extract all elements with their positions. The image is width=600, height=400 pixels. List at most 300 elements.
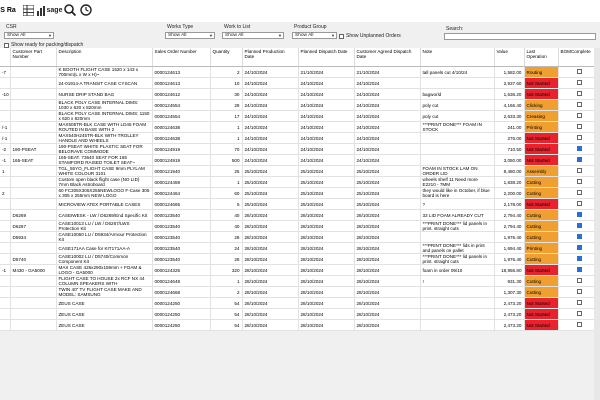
- planned-dispatch-date-cell[interactable]: 25/10/2024: [298, 177, 354, 188]
- quantity-cell[interactable]: 320: [210, 265, 242, 276]
- bom-complete-checkbox[interactable]: [577, 212, 582, 217]
- bom-complete-checkbox[interactable]: [577, 102, 582, 107]
- customer-agreed-dispatch-date-cell[interactable]: 28/10/2024: [354, 320, 420, 331]
- value-cell[interactable]: 1,582.00: [494, 67, 524, 78]
- value-cell[interactable]: 2,794.40: [494, 221, 524, 232]
- planned-dispatch-date-cell[interactable]: 28/10/2024: [298, 298, 354, 309]
- quantity-cell[interactable]: 500: [210, 155, 242, 166]
- description-cell[interactable]: ZEUS CASE: [56, 298, 152, 309]
- description-cell[interactable]: TWIN 40" TV FLIGHT CASE MAKE AND MODEL: SAMSUNG: [56, 287, 152, 298]
- sales-order-cell[interactable]: 0000121940: [152, 166, 210, 177]
- planned-dispatch-date-cell[interactable]: 25/10/2024: [298, 199, 354, 210]
- customer-agreed-dispatch-date-cell[interactable]: 25/10/2024: [354, 166, 420, 177]
- customer-agreed-dispatch-date-cell[interactable]: 28/10/2024: [354, 254, 420, 265]
- unplanned-checkbox[interactable]: [339, 33, 401, 39]
- part-number-cell[interactable]: [10, 188, 56, 199]
- bom-complete-checkbox[interactable]: [577, 311, 582, 316]
- row-indicator-cell[interactable]: /-1: [0, 133, 10, 144]
- sales-order-cell[interactable]: 0000124665: [152, 199, 210, 210]
- planned-production-date-cell[interactable]: 28/10/2024: [242, 232, 298, 243]
- part-number-cell[interactable]: D6269: [10, 210, 56, 221]
- quantity-cell[interactable]: 1: [210, 133, 242, 144]
- planned-dispatch-date-cell[interactable]: 24/10/2024: [298, 122, 354, 133]
- row-indicator-cell[interactable]: [0, 210, 10, 221]
- part-number-cell[interactable]: D6267: [10, 221, 56, 232]
- planned-production-date-cell[interactable]: 24/10/2024: [242, 144, 298, 155]
- last-operation-cell[interactable]: Clicking: [524, 100, 558, 111]
- description-cell[interactable]: MAX540H245TR-BLK WITH TROLLEY HANDLE AND WHEELS: [56, 133, 152, 144]
- column-header[interactable]: Quantity: [210, 48, 242, 67]
- column-header[interactable]: Description: [56, 48, 152, 67]
- csr-select[interactable]: [4, 32, 54, 39]
- works-type-select[interactable]: [165, 32, 215, 39]
- bom-complete-checkbox[interactable]: [577, 80, 582, 85]
- note-cell[interactable]: [420, 287, 494, 298]
- last-operation-cell[interactable]: Printing: [524, 122, 558, 133]
- planned-dispatch-date-cell[interactable]: 24/10/2024: [298, 144, 354, 155]
- sales-order-cell[interactable]: 0000124250: [152, 298, 210, 309]
- description-cell[interactable]: CASE10002 LU / D5740/Common Component Kit: [56, 254, 152, 265]
- quantity-cell[interactable]: 40: [210, 221, 242, 232]
- column-header[interactable]: Planned Production Date: [242, 48, 298, 67]
- last-operation-cell[interactable]: Cutting: [524, 210, 558, 221]
- last-operation-cell[interactable]: Not Started: [524, 89, 558, 100]
- part-number-cell[interactable]: [10, 67, 56, 78]
- note-cell[interactable]: [420, 232, 494, 243]
- planned-production-date-cell[interactable]: 28/10/2024: [242, 265, 298, 276]
- bom-complete-checkbox[interactable]: [577, 245, 582, 250]
- sales-order-cell[interactable]: 0000124554: [152, 100, 210, 111]
- note-cell[interactable]: [420, 78, 494, 89]
- column-header[interactable]: Note: [420, 48, 494, 67]
- description-cell[interactable]: ZEUS CASE: [56, 320, 152, 331]
- description-cell[interactable]: CASE171AA Case for KIT171AA-A: [56, 243, 152, 254]
- customer-agreed-dispatch-date-cell[interactable]: 28/10/2024: [354, 287, 420, 298]
- note-cell[interactable]: bagworld: [420, 89, 494, 100]
- quantity-cell[interactable]: 54: [210, 309, 242, 320]
- note-cell[interactable]: [420, 133, 494, 144]
- planned-dispatch-date-cell[interactable]: 28/10/2024: [298, 309, 354, 320]
- row-indicator-cell[interactable]: [0, 221, 10, 232]
- planned-production-date-cell[interactable]: 24/10/2024: [242, 133, 298, 144]
- value-cell[interactable]: 8,480.00: [494, 166, 524, 177]
- bom-complete-checkbox[interactable]: [577, 179, 582, 184]
- customer-agreed-dispatch-date-cell[interactable]: 28/10/2024: [354, 243, 420, 254]
- table-row[interactable]: [0, 320, 600, 331]
- row-indicator-cell[interactable]: [0, 276, 10, 287]
- quantity-cell[interactable]: 60: [210, 188, 242, 199]
- planned-dispatch-date-cell[interactable]: 28/10/2024: [298, 221, 354, 232]
- bom-complete-checkbox[interactable]: [577, 168, 582, 173]
- column-header[interactable]: BOMComplete: [558, 48, 600, 67]
- part-number-cell[interactable]: [10, 122, 56, 133]
- last-operation-cell[interactable]: Not Started: [524, 133, 558, 144]
- description-cell[interactable]: Custom open black flight case (NO LID) 7mm Black Astroboard: [56, 177, 152, 188]
- table-row[interactable]: [0, 221, 600, 232]
- last-operation-cell[interactable]: Routing: [524, 67, 558, 78]
- bom-complete-checkbox[interactable]: [577, 256, 582, 261]
- planned-production-date-cell[interactable]: 28/10/2024: [242, 254, 298, 265]
- description-cell[interactable]: MAX CASE 426x290x159mm + FOAM & LOGO - GA5000: [56, 265, 152, 276]
- planned-dispatch-date-cell[interactable]: 24/10/2024: [298, 133, 354, 144]
- note-cell[interactable]: ***PRINT DONE*** lid panels in print. straight cuts: [420, 221, 494, 232]
- quantity-cell[interactable]: 30: [210, 89, 242, 100]
- description-cell[interactable]: CASE10060 LU / D5934/Armour Protection Kit: [56, 232, 152, 243]
- table-row[interactable]: [0, 298, 600, 309]
- table-row[interactable]: [0, 100, 600, 111]
- planned-dispatch-date-cell[interactable]: 28/10/2024: [298, 287, 354, 298]
- bom-complete-checkbox[interactable]: [577, 289, 582, 294]
- row-indicator-cell[interactable]: -1: [0, 265, 10, 276]
- last-operation-cell[interactable]: Not Started: [524, 144, 558, 155]
- checkbox-box[interactable]: [339, 34, 344, 39]
- note-cell[interactable]: ***PRINT DONE*** FOAM IN STOCK: [420, 122, 494, 133]
- table-row[interactable]: [0, 276, 600, 287]
- part-number-cell[interactable]: [10, 133, 56, 144]
- column-header[interactable]: Last Operation: [524, 48, 558, 67]
- note-cell[interactable]: 33 LID FOAM ALREADY CUT: [420, 210, 494, 221]
- note-cell[interactable]: ***PRINT DONE*** lids in print and panels on pallet: [420, 243, 494, 254]
- last-operation-cell[interactable]: Cutting: [524, 287, 558, 298]
- row-indicator-cell[interactable]: [0, 177, 10, 188]
- sales-order-cell[interactable]: 0000124459: [152, 177, 210, 188]
- column-header[interactable]: Customer Part Number: [10, 48, 56, 67]
- checkbox-box[interactable]: [4, 43, 9, 48]
- planned-dispatch-date-cell[interactable]: 28/10/2024: [298, 276, 354, 287]
- part-number-cell[interactable]: [10, 243, 56, 254]
- sage-logo[interactable]: [47, 3, 62, 17]
- quantity-cell[interactable]: 1: [210, 122, 242, 133]
- note-cell[interactable]: they would like in October, if blue board is here: [420, 188, 494, 199]
- sales-order-cell[interactable]: 0000124325: [152, 265, 210, 276]
- search-icon[interactable]: [63, 3, 77, 17]
- bom-complete-checkbox[interactable]: [577, 146, 582, 151]
- part-number-cell[interactable]: [10, 177, 56, 188]
- note-cell[interactable]: ***PRINT DONE*** lid panels in print. straight cuts: [420, 254, 494, 265]
- sales-order-cell[interactable]: 0000124668: [152, 287, 210, 298]
- customer-agreed-dispatch-date-cell[interactable]: 24/10/2024: [354, 111, 420, 122]
- table-row[interactable]: [0, 309, 600, 320]
- value-cell[interactable]: 4,166.40: [494, 100, 524, 111]
- note-cell[interactable]: !: [420, 276, 494, 287]
- work-to-list-select[interactable]: [222, 32, 284, 39]
- note-cell[interactable]: ?: [420, 199, 494, 210]
- value-cell[interactable]: 2,794.40: [494, 210, 524, 221]
- planned-dispatch-date-cell[interactable]: 25/10/2024: [298, 166, 354, 177]
- grid-icon[interactable]: [20, 3, 36, 17]
- sales-order-cell[interactable]: 0000123540: [152, 254, 210, 265]
- sales-order-cell[interactable]: 0000124250: [152, 320, 210, 331]
- table-row[interactable]: [0, 144, 600, 155]
- planned-production-date-cell[interactable]: 25/10/2024: [242, 177, 298, 188]
- planned-production-date-cell[interactable]: 28/10/2024: [242, 221, 298, 232]
- table-row[interactable]: [0, 111, 600, 122]
- value-cell[interactable]: 1,307.30: [494, 287, 524, 298]
- last-operation-cell[interactable]: Cutting: [524, 254, 558, 265]
- row-indicator-cell[interactable]: [0, 199, 10, 210]
- vertical-scrollbar[interactable]: [594, 48, 600, 400]
- customer-agreed-dispatch-date-cell[interactable]: 24/10/2024: [354, 144, 420, 155]
- quantity-cell[interactable]: 1: [210, 177, 242, 188]
- planned-dispatch-date-cell[interactable]: 24/10/2024: [298, 89, 354, 100]
- note-cell[interactable]: [420, 298, 494, 309]
- row-indicator-cell[interactable]: [0, 309, 10, 320]
- value-cell[interactable]: 2,473.20: [494, 320, 524, 331]
- planned-dispatch-date-cell[interactable]: 24/10/2024: [298, 100, 354, 111]
- table-row[interactable]: [0, 287, 600, 298]
- planned-production-date-cell[interactable]: 24/10/2024: [242, 67, 298, 78]
- value-cell[interactable]: 1,694.40: [494, 243, 524, 254]
- description-cell[interactable]: CASE10013 LU / LW / D6267/LWS Protection Kit: [56, 221, 152, 232]
- search-input[interactable]: [444, 33, 596, 40]
- row-indicator-cell[interactable]: [0, 254, 10, 265]
- sales-order-cell[interactable]: 0000123540: [152, 232, 210, 243]
- table-row[interactable]: [0, 254, 600, 265]
- customer-agreed-dispatch-date-cell[interactable]: 28/10/2024: [354, 221, 420, 232]
- value-cell[interactable]: 1,838.20: [494, 177, 524, 188]
- planned-production-date-cell[interactable]: 25/10/2024: [242, 166, 298, 177]
- planned-production-date-cell[interactable]: 28/10/2024: [242, 287, 298, 298]
- part-number-cell[interactable]: [10, 78, 56, 89]
- row-indicator-cell[interactable]: [0, 100, 10, 111]
- note-cell[interactable]: [420, 155, 494, 166]
- table-row[interactable]: [0, 166, 600, 177]
- row-indicator-cell[interactable]: 1: [0, 166, 10, 177]
- description-cell[interactable]: 190-PSEAT WHITE PLASTIC SEAT FOR BELGRAVE COMMODE: [56, 144, 152, 155]
- customer-agreed-dispatch-date-cell[interactable]: 25/10/2024: [354, 188, 420, 199]
- bom-complete-checkbox[interactable]: [577, 91, 582, 96]
- bom-complete-checkbox[interactable]: [577, 113, 582, 118]
- table-row[interactable]: [0, 210, 600, 221]
- planned-production-date-cell[interactable]: 24/10/2024: [242, 111, 298, 122]
- planned-production-date-cell[interactable]: 25/10/2024: [242, 188, 298, 199]
- quantity-cell[interactable]: 28: [210, 100, 242, 111]
- part-number-cell[interactable]: [10, 166, 56, 177]
- part-number-cell[interactable]: [10, 100, 56, 111]
- column-header[interactable]: Value: [494, 48, 524, 67]
- customer-agreed-dispatch-date-cell[interactable]: 24/10/2024: [354, 89, 420, 100]
- part-number-cell[interactable]: D5740: [10, 254, 56, 265]
- customer-agreed-dispatch-date-cell[interactable]: 24/10/2024: [354, 155, 420, 166]
- quantity-cell[interactable]: 25: [210, 166, 242, 177]
- planned-production-date-cell[interactable]: 28/10/2024: [242, 210, 298, 221]
- part-number-cell[interactable]: [10, 199, 56, 210]
- quantity-cell[interactable]: 28: [210, 254, 242, 265]
- description-cell[interactable]: BLACK POLY CASE INTERNAL DIMS: 1030 x 620 x 820mm: [56, 100, 152, 111]
- customer-agreed-dispatch-date-cell[interactable]: 28/10/2024: [354, 265, 420, 276]
- description-cell[interactable]: 165-SEAT. 73640 SEAT FOR 165 STAMFORD RAISED TOILET SEAT~: [56, 155, 152, 166]
- note-cell[interactable]: FOAM IN STOCK LAM ON ORDER LID: [420, 166, 494, 177]
- last-operation-cell[interactable]: Not Started: [524, 199, 558, 210]
- bom-complete-checkbox[interactable]: [577, 267, 582, 272]
- quantity-cell[interactable]: 54: [210, 320, 242, 331]
- last-operation-cell[interactable]: Cutting: [524, 276, 558, 287]
- planned-dispatch-date-cell[interactable]: 24/10/2024: [298, 78, 354, 89]
- value-cell[interactable]: 276.00: [494, 133, 524, 144]
- bom-complete-checkbox[interactable]: [577, 234, 582, 239]
- customer-agreed-dispatch-date-cell[interactable]: 28/10/2024: [354, 232, 420, 243]
- customer-agreed-dispatch-date-cell[interactable]: 28/10/2024: [354, 298, 420, 309]
- customer-agreed-dispatch-date-cell[interactable]: 24/10/2024: [354, 133, 420, 144]
- planned-dispatch-date-cell[interactable]: 28/10/2024: [298, 254, 354, 265]
- last-operation-cell[interactable]: Not Started: [524, 320, 558, 331]
- last-operation-cell[interactable]: Cutting: [524, 232, 558, 243]
- bom-complete-checkbox[interactable]: [577, 223, 582, 228]
- bom-complete-checkbox[interactable]: [577, 135, 582, 140]
- quantity-cell[interactable]: 70: [210, 144, 242, 155]
- planned-dispatch-date-cell[interactable]: 25/10/2024: [298, 188, 354, 199]
- note-cell[interactable]: [420, 309, 494, 320]
- customer-agreed-dispatch-date-cell[interactable]: 21/10/2024: [354, 67, 420, 78]
- description-cell[interactable]: ZEUS CASE: [56, 309, 152, 320]
- row-indicator-cell[interactable]: 2: [0, 188, 10, 199]
- bom-complete-checkbox[interactable]: [577, 300, 582, 305]
- table-row[interactable]: [0, 122, 600, 133]
- table-row[interactable]: [0, 177, 600, 188]
- description-cell[interactable]: NURSE DRIP STAND BAG: [56, 89, 152, 100]
- last-operation-cell[interactable]: Not Started: [524, 155, 558, 166]
- note-cell[interactable]: foam in order 09/10: [420, 265, 494, 276]
- value-cell[interactable]: 2,937.60: [494, 78, 524, 89]
- planned-production-date-cell[interactable]: 24/10/2024: [242, 89, 298, 100]
- customer-agreed-dispatch-date-cell[interactable]: 28/10/2024: [354, 210, 420, 221]
- sales-order-cell[interactable]: 0000124638: [152, 133, 210, 144]
- quantity-cell[interactable]: 1: [210, 276, 242, 287]
- part-number-cell[interactable]: 165-SEAT: [10, 155, 56, 166]
- note-cell[interactable]: tall panels cut 4/10/24: [420, 67, 494, 78]
- planned-dispatch-date-cell[interactable]: 24/10/2024: [298, 155, 354, 166]
- planned-dispatch-date-cell[interactable]: 28/10/2024: [298, 265, 354, 276]
- last-operation-cell[interactable]: Printing: [524, 243, 558, 254]
- value-cell[interactable]: 2,200.00: [494, 188, 524, 199]
- last-operation-cell[interactable]: Cutting: [524, 221, 558, 232]
- quantity-cell[interactable]: 2: [210, 287, 242, 298]
- part-number-cell[interactable]: [10, 320, 56, 331]
- last-operation-cell[interactable]: Not Started: [524, 265, 558, 276]
- description-cell[interactable]: 60 FC305X305X255NEWLOGO F-Case 305 x 305 x 255mm NEW LOGO: [56, 188, 152, 199]
- bom-complete-checkbox[interactable]: [577, 124, 582, 129]
- sales-order-cell[interactable]: 0000124612: [152, 89, 210, 100]
- planned-dispatch-date-cell[interactable]: 21/10/2024: [298, 67, 354, 78]
- description-cell[interactable]: FLIGHT CASE TO HOUSE 2x RCF NX 44 COLUMN SPEAKERS WITH: [56, 276, 152, 287]
- planned-production-date-cell[interactable]: 24/10/2024: [242, 78, 298, 89]
- row-indicator-cell[interactable]: [0, 287, 10, 298]
- value-cell[interactable]: 2,633.30: [494, 111, 524, 122]
- sales-order-cell[interactable]: 0000124250: [152, 309, 210, 320]
- history-icon[interactable]: [79, 3, 93, 17]
- customer-agreed-dispatch-date-cell[interactable]: 28/10/2024: [354, 276, 420, 287]
- last-operation-cell[interactable]: Cutting: [524, 188, 558, 199]
- value-cell[interactable]: 18,956.80: [494, 265, 524, 276]
- bom-complete-checkbox[interactable]: [577, 201, 582, 206]
- table-row[interactable]: [0, 89, 600, 100]
- value-cell[interactable]: 1,536.20: [494, 89, 524, 100]
- planned-production-date-cell[interactable]: 28/10/2024: [242, 309, 298, 320]
- row-indicator-cell[interactable]: [0, 232, 10, 243]
- part-number-cell[interactable]: D5934: [10, 232, 56, 243]
- sales-order-cell[interactable]: 0000124613: [152, 67, 210, 78]
- quantity-cell[interactable]: 10: [210, 78, 242, 89]
- bom-complete-checkbox[interactable]: [577, 278, 582, 283]
- planned-dispatch-date-cell[interactable]: 28/10/2024: [298, 320, 354, 331]
- row-indicator-cell[interactable]: -10: [0, 89, 10, 100]
- row-indicator-cell[interactable]: [0, 298, 10, 309]
- row-indicator-cell[interactable]: /-1: [0, 122, 10, 133]
- description-cell[interactable]: MICROVIEW ATEX PORTABLE CASES: [56, 199, 152, 210]
- table-row[interactable]: [0, 232, 600, 243]
- note-cell[interactable]: [420, 144, 494, 155]
- value-cell[interactable]: 2,178.00: [494, 199, 524, 210]
- quantity-cell[interactable]: 28: [210, 232, 242, 243]
- sales-order-cell[interactable]: 0000124554: [152, 111, 210, 122]
- bom-complete-checkbox[interactable]: [577, 322, 582, 327]
- customer-agreed-dispatch-date-cell[interactable]: 24/10/2024: [354, 78, 420, 89]
- part-number-cell[interactable]: [10, 298, 56, 309]
- customer-agreed-dispatch-date-cell[interactable]: 28/10/2024: [354, 309, 420, 320]
- sales-order-cell[interactable]: 0000123540: [152, 210, 210, 221]
- column-header[interactable]: Planned Dispatch Date: [298, 48, 354, 67]
- planned-production-date-cell[interactable]: 24/10/2024: [242, 155, 298, 166]
- last-operation-cell[interactable]: Cutting: [524, 177, 558, 188]
- quantity-cell[interactable]: 54: [210, 298, 242, 309]
- planned-production-date-cell[interactable]: 25/10/2024: [242, 199, 298, 210]
- customer-agreed-dispatch-date-cell[interactable]: 24/10/2024: [354, 100, 420, 111]
- table-row[interactable]: [0, 199, 600, 210]
- part-number-cell[interactable]: [10, 111, 56, 122]
- description-cell[interactable]: CASEIWESK - LW / D6269/End Specific Kit: [56, 210, 152, 221]
- part-number-cell[interactable]: [10, 89, 56, 100]
- part-number-cell[interactable]: 190-PSEAT: [10, 144, 56, 155]
- table-row[interactable]: [0, 133, 600, 144]
- description-cell[interactable]: K BOOTH FLIGHT CASE 1520 x 143 x 700mm(L x W x H)~: [56, 67, 152, 78]
- table-row[interactable]: [0, 265, 600, 276]
- bom-complete-checkbox[interactable]: [577, 190, 582, 195]
- value-cell[interactable]: 2,473.20: [494, 298, 524, 309]
- last-operation-cell[interactable]: Not Started: [524, 309, 558, 320]
- note-cell[interactable]: [420, 320, 494, 331]
- table-row[interactable]: [0, 67, 600, 78]
- note-cell[interactable]: poly cut: [420, 100, 494, 111]
- sales-order-cell[interactable]: 0000124613: [152, 78, 210, 89]
- last-operation-cell[interactable]: Not Started: [524, 78, 558, 89]
- column-header[interactable]: Sales Order Number: [152, 48, 210, 67]
- part-number-cell[interactable]: [10, 309, 56, 320]
- customer-agreed-dispatch-date-cell[interactable]: 25/10/2024: [354, 177, 420, 188]
- sales-order-cell[interactable]: 0000124464: [152, 188, 210, 199]
- quantity-cell[interactable]: 2: [210, 67, 242, 78]
- description-cell[interactable]: 24-01914-A TRANSIT CASE CYSCAN: [56, 78, 152, 89]
- description-cell[interactable]: TGL_55YO_FLIGHT CASE 9mm PLYLAM WHITE COLOUR 3101: [56, 166, 152, 177]
- quantity-cell[interactable]: 17: [210, 111, 242, 122]
- planned-production-date-cell[interactable]: 24/10/2024: [242, 100, 298, 111]
- planned-production-date-cell[interactable]: 28/10/2024: [242, 243, 298, 254]
- last-operation-cell[interactable]: Creasing: [524, 111, 558, 122]
- row-indicator-cell[interactable]: -7: [0, 67, 10, 78]
- sales-order-cell[interactable]: 0000123540: [152, 243, 210, 254]
- value-cell[interactable]: 1,976.40: [494, 232, 524, 243]
- table-row[interactable]: [0, 78, 600, 89]
- value-cell[interactable]: 241.00: [494, 122, 524, 133]
- planned-dispatch-date-cell[interactable]: 28/10/2024: [298, 243, 354, 254]
- row-indicator-cell[interactable]: -1: [0, 155, 10, 166]
- part-number-cell[interactable]: M430 - GA5000: [10, 265, 56, 276]
- planned-dispatch-date-cell[interactable]: 28/10/2024: [298, 232, 354, 243]
- sales-order-cell[interactable]: 0000124919: [152, 144, 210, 155]
- last-operation-cell[interactable]: Assembly: [524, 166, 558, 177]
- table-row[interactable]: [0, 155, 600, 166]
- part-number-cell[interactable]: [10, 276, 56, 287]
- value-cell[interactable]: 2,473.20: [494, 309, 524, 320]
